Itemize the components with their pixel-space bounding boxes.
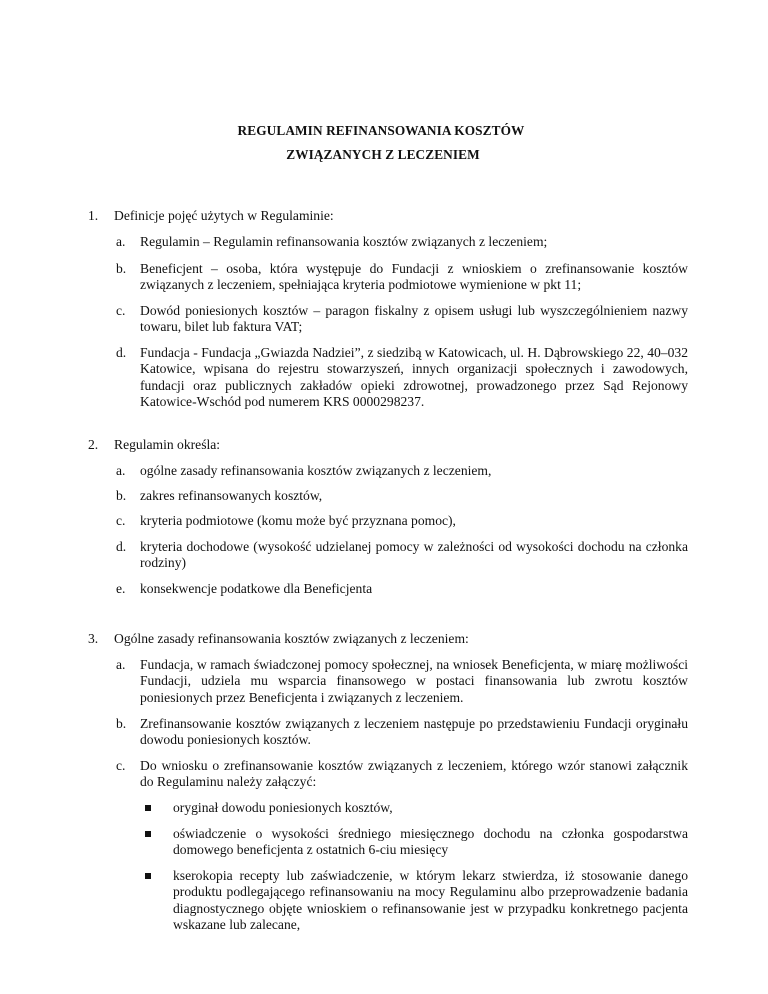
list-item [116, 261, 688, 294]
list-item-text: kryteria dochodowe (wysokość udzielanej pomocy w zależności od wysokości dochodu na członka rodziny) [140, 539, 688, 571]
list-item-label: c. [116, 758, 126, 773]
list-item-text: zakres refinansowanych kosztów, [140, 488, 323, 503]
list-item-label: a. [116, 234, 126, 249]
document-title-line-1: REGULAMIN REFINANSOWANIA KOSZTÓW [237, 123, 525, 138]
list-item [116, 657, 688, 706]
list-item-text: Zrefinansowanie kosztów związanych z leczeniem następuje po przedstawieniu Fundacji oryginału dowodu poniesionych kosztów. [140, 716, 688, 748]
section-1-heading [88, 208, 688, 224]
list-item-label: b. [116, 488, 127, 503]
list-item-text: Fundacja, w ramach świadczonej pomocy społecznej, na wniosek Beneficjenta, w miarę możliwości Fundacji, udziela mu wsparcia finansowego w postaci finansowania lub zwrotu kosztów poniesionych przez Beneficjenta i związanych z leczeniem. [140, 657, 688, 705]
list-item [116, 345, 688, 411]
list-item [116, 463, 688, 479]
list-item-label: d. [116, 345, 127, 360]
list-item [116, 758, 688, 791]
list-item [116, 488, 688, 504]
bullet-text: oryginał dowodu poniesionych kosztów, [173, 800, 393, 815]
list-item [116, 513, 688, 529]
section-number: 2. [88, 437, 99, 452]
list-item-text: Do wniosku o zrefinansowanie kosztów związanych z leczeniem, którego wzór stanowi załącznik do Regulaminu należy załączyć: [140, 758, 688, 790]
list-item [116, 539, 688, 572]
list-item-label: b. [116, 261, 127, 276]
section-3-heading [88, 631, 688, 647]
list-item-label: d. [116, 539, 127, 554]
document-title-line-2: ZWIĄZANYCH Z LECZENIEM [286, 147, 480, 162]
list-item-label: e. [116, 581, 126, 596]
section-number: 1. [88, 208, 99, 223]
square-bullet-icon [145, 826, 173, 859]
bullet-text: oświadczenie o wysokości średniego miesięcznego dochodu na członka gospodarstwa domowego beneficjenta z ostatnich 6-ciu miesięcy [173, 826, 688, 858]
list-item [116, 303, 688, 336]
list-item-label: a. [116, 463, 126, 478]
bullet-item [145, 800, 688, 816]
list-item-text: Regulamin – Regulamin refinansowania kosztów związanych z leczeniem; [140, 234, 548, 249]
list-item-label: c. [116, 303, 126, 318]
list-item-label: c. [116, 513, 126, 528]
section-heading: Definicje pojęć użytych w Regulaminie: [114, 208, 334, 223]
list-item-text: Dowód poniesionych kosztów – paragon fiskalny z opisem usługi lub wyszczególnieniem nazwy towaru, bilet lub faktura VAT; [140, 303, 688, 335]
list-item-text: Beneficjent – osoba, która występuje do Fundacji z wnioskiem o zrefinansowanie kosztów związanych z leczeniem, spełniająca kryteria podmiotowe wymienione w pkt 11; [140, 261, 688, 293]
list-item-text: Fundacja - Fundacja „Gwiazda Nadziei”, z siedzibą w Katowicach, ul. H. Dąbrowskiego 22, 40–032 Katowice, wpisana do rejestru stowarzyszeń, innych organizacji społecznych i zawodowych, fundacji oraz publicznych zakładów opieki zdrowotnej, prowadzonego przez Sąd Rejonowy Katowice-Wschód pod numerem KRS 0000298237. [140, 345, 688, 410]
list-item [116, 581, 688, 597]
square-bullet-icon [145, 868, 173, 934]
list-item-text: ogólne zasady refinansowania kosztów związanych z leczeniem, [140, 463, 492, 478]
section-2-heading [88, 437, 688, 453]
list-item-label: a. [116, 657, 126, 672]
section-heading: Ogólne zasady refinansowania kosztów związanych z leczeniem: [114, 631, 469, 646]
list-item-label: b. [116, 716, 127, 731]
square-bullet-icon [145, 800, 173, 816]
list-item-text: kryteria podmiotowe (komu może być przyznana pomoc), [140, 513, 456, 528]
bullet-item [145, 868, 688, 934]
list-item-text: konsekwencje podatkowe dla Beneficjenta [140, 581, 373, 596]
list-item [116, 716, 688, 749]
section-number: 3. [88, 631, 99, 646]
section-heading: Regulamin określa: [114, 437, 221, 452]
list-item [116, 234, 688, 250]
bullet-item [145, 826, 688, 859]
bullet-text: kserokopia recepty lub zaświadczenie, w którym lekarz stwierdza, iż stosowanie danego produktu podlegającego refinansowaniu na mocy Regulaminu albo przeprowadzenie badania diagnostycznego objęte wnioskiem o refinansowanie jest w przypadku konkretnego pacjenta wskazane lub zalecane, [173, 868, 688, 933]
